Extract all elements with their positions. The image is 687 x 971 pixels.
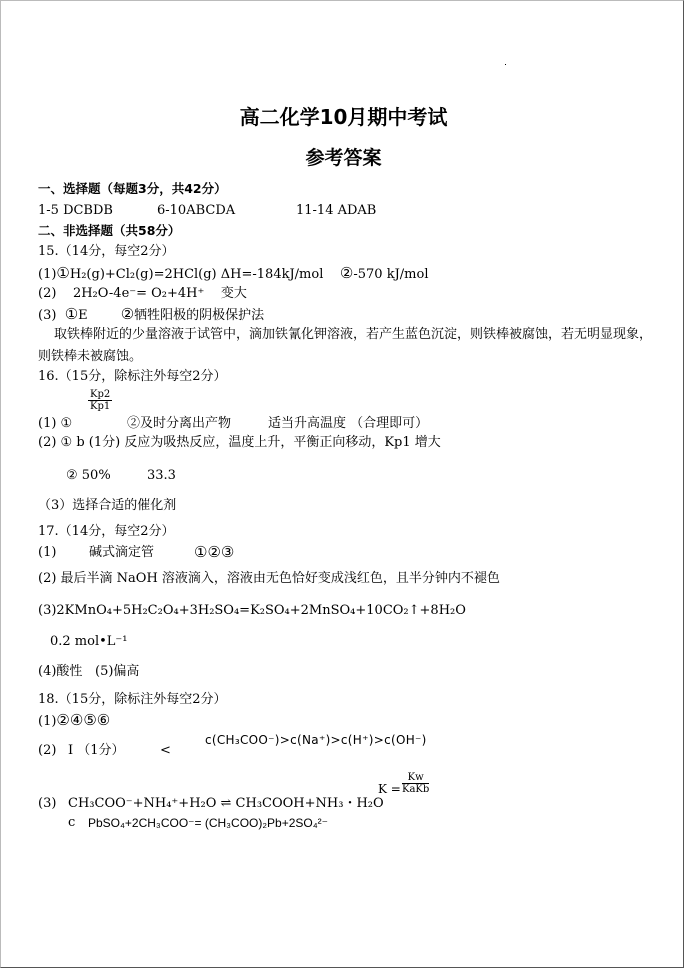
- q18-k-fraction: [402, 772, 429, 795]
- q17-part4: (4)酸性: [38, 664, 83, 679]
- q15-answer-e: E: [78, 308, 88, 323]
- q17-redox-equation: (3)2KMnO₄+5H₂C₂O₄+3H₂SO₄=K₂SO₄+2MnSO₄+10CO₂↑+8H₂O: [38, 603, 466, 618]
- q16-part3: （3）选择合适的催化剂: [38, 498, 177, 513]
- q18-hydrolysis-equation: CH₃COO⁻+NH₄⁺+H₂O ⇌ CH₃COOH+NH₃・H₂O: [68, 796, 384, 811]
- q16-separate-products: ②及时分离出产物: [127, 416, 232, 431]
- q15-electrode-equation: 2H₂O-4e⁻= O₂+4H⁺: [72, 286, 205, 301]
- answers-6-10: 6-10ABCDA: [157, 203, 236, 218]
- q16-header: 16.（15分，除标注外每空2分）: [38, 369, 227, 384]
- q15-circle-4: ②: [120, 305, 135, 323]
- q18-line1: [38, 712, 110, 730]
- q15-part3-label: (3): [38, 308, 57, 323]
- q15-part1-label: (1): [38, 267, 57, 282]
- q18-k-numerator: Kw: [402, 772, 429, 784]
- q17-burette: 碱式滴定管: [89, 545, 155, 560]
- q16-kp-value: 33.3: [147, 468, 176, 483]
- q17-concentration: 0.2 mol•L⁻¹: [50, 634, 128, 649]
- q17-part5: (5)偏高: [95, 664, 140, 679]
- q15-protection-method: 牺牲阳极的阴极保护法: [134, 308, 265, 323]
- q17-choices: ①②③: [194, 543, 235, 561]
- q15-line3: [38, 306, 264, 324]
- q17-header: 17.（14分，每空2分）: [38, 524, 175, 539]
- q18-ion-concentration-order: c(CH₃COO⁻)>c(Na⁺)>c(H⁺)>c(OH⁻): [205, 733, 427, 747]
- answers-1-5: 1-5 DCBDB: [38, 203, 113, 218]
- q18-k-lhs: K =: [378, 782, 401, 796]
- q18-part4-letter: c: [68, 815, 76, 830]
- q15-circle-1: ①: [56, 264, 70, 282]
- q16-percent-answer: ② 50%: [66, 468, 111, 483]
- q18-part1-label: (1): [38, 714, 57, 729]
- q15-line2: [38, 286, 247, 302]
- q16-line2: (2) ① b (1分) 反应为吸热反应，温度上升，平衡正向移动，Kp1 增大: [38, 435, 441, 450]
- q16-part1-label: (1) ①: [38, 416, 73, 431]
- q15-change-answer: 变大: [220, 286, 247, 301]
- section2-heading: 二、非选择题（共58分）: [38, 223, 181, 238]
- speck: [505, 64, 506, 65]
- q15-line1: [38, 265, 428, 283]
- q16-kp-fraction: [88, 389, 112, 412]
- q15-thermo-equation: H₂(g)+Cl₂(g)=2HCl(g) ΔH=-184kJ/mol: [69, 267, 324, 282]
- q18-part3-label: (3): [38, 796, 57, 811]
- q18-k-denominator: KaKb: [402, 784, 430, 795]
- q16-frac-denominator: Kp1: [90, 401, 111, 412]
- q18-choices: ②④⑤⑥: [56, 711, 111, 729]
- q15-circle-2: ②: [339, 264, 354, 282]
- q15-experiment-paragraph: 取铁棒附近的少量溶液于试管中，滴加铁氰化钾溶液，若产生蓝色沉淀，则铁棒被腐蚀，若无明显现象，则铁棒未被腐蚀。: [38, 327, 653, 364]
- page-title: 高二化学10月期中考试: [239, 105, 448, 129]
- q15-enthalpy-answer: -570 kJ/mol: [353, 267, 429, 282]
- q18-header: 18.（15分，除标注外每空2分）: [38, 692, 227, 707]
- q17-endpoint: (2) 最后半滴 NaOH 溶液滴入，溶液由无色恰好变成浅红色，且半分钟内不褪色: [38, 571, 500, 586]
- q18-lead-equation: PbSO₄+2CH₃COO⁻= (CH₃COO)₂Pb+2SO₄²⁻: [88, 816, 328, 830]
- q17-part1-label: (1): [38, 545, 57, 560]
- q16-frac-numerator: Kp2: [90, 389, 111, 400]
- answers-11-14: 11-14 ADAB: [296, 203, 377, 218]
- q15-circle-3: ①: [64, 305, 79, 323]
- q15-header: 15.（14分，每空2分）: [38, 244, 175, 259]
- q18-part2-label: (2): [38, 743, 57, 758]
- q18-answer-i: I （1分）: [68, 743, 125, 758]
- q15-part2-label: (2): [38, 286, 57, 301]
- q18-less-than: <: [160, 743, 171, 758]
- q16-raise-temperature: 适当升高温度 （合理即可）: [268, 416, 429, 431]
- page-subtitle: 参考答案: [305, 147, 382, 169]
- section1-heading: 一、选择题（每题3分，共42分）: [38, 181, 227, 196]
